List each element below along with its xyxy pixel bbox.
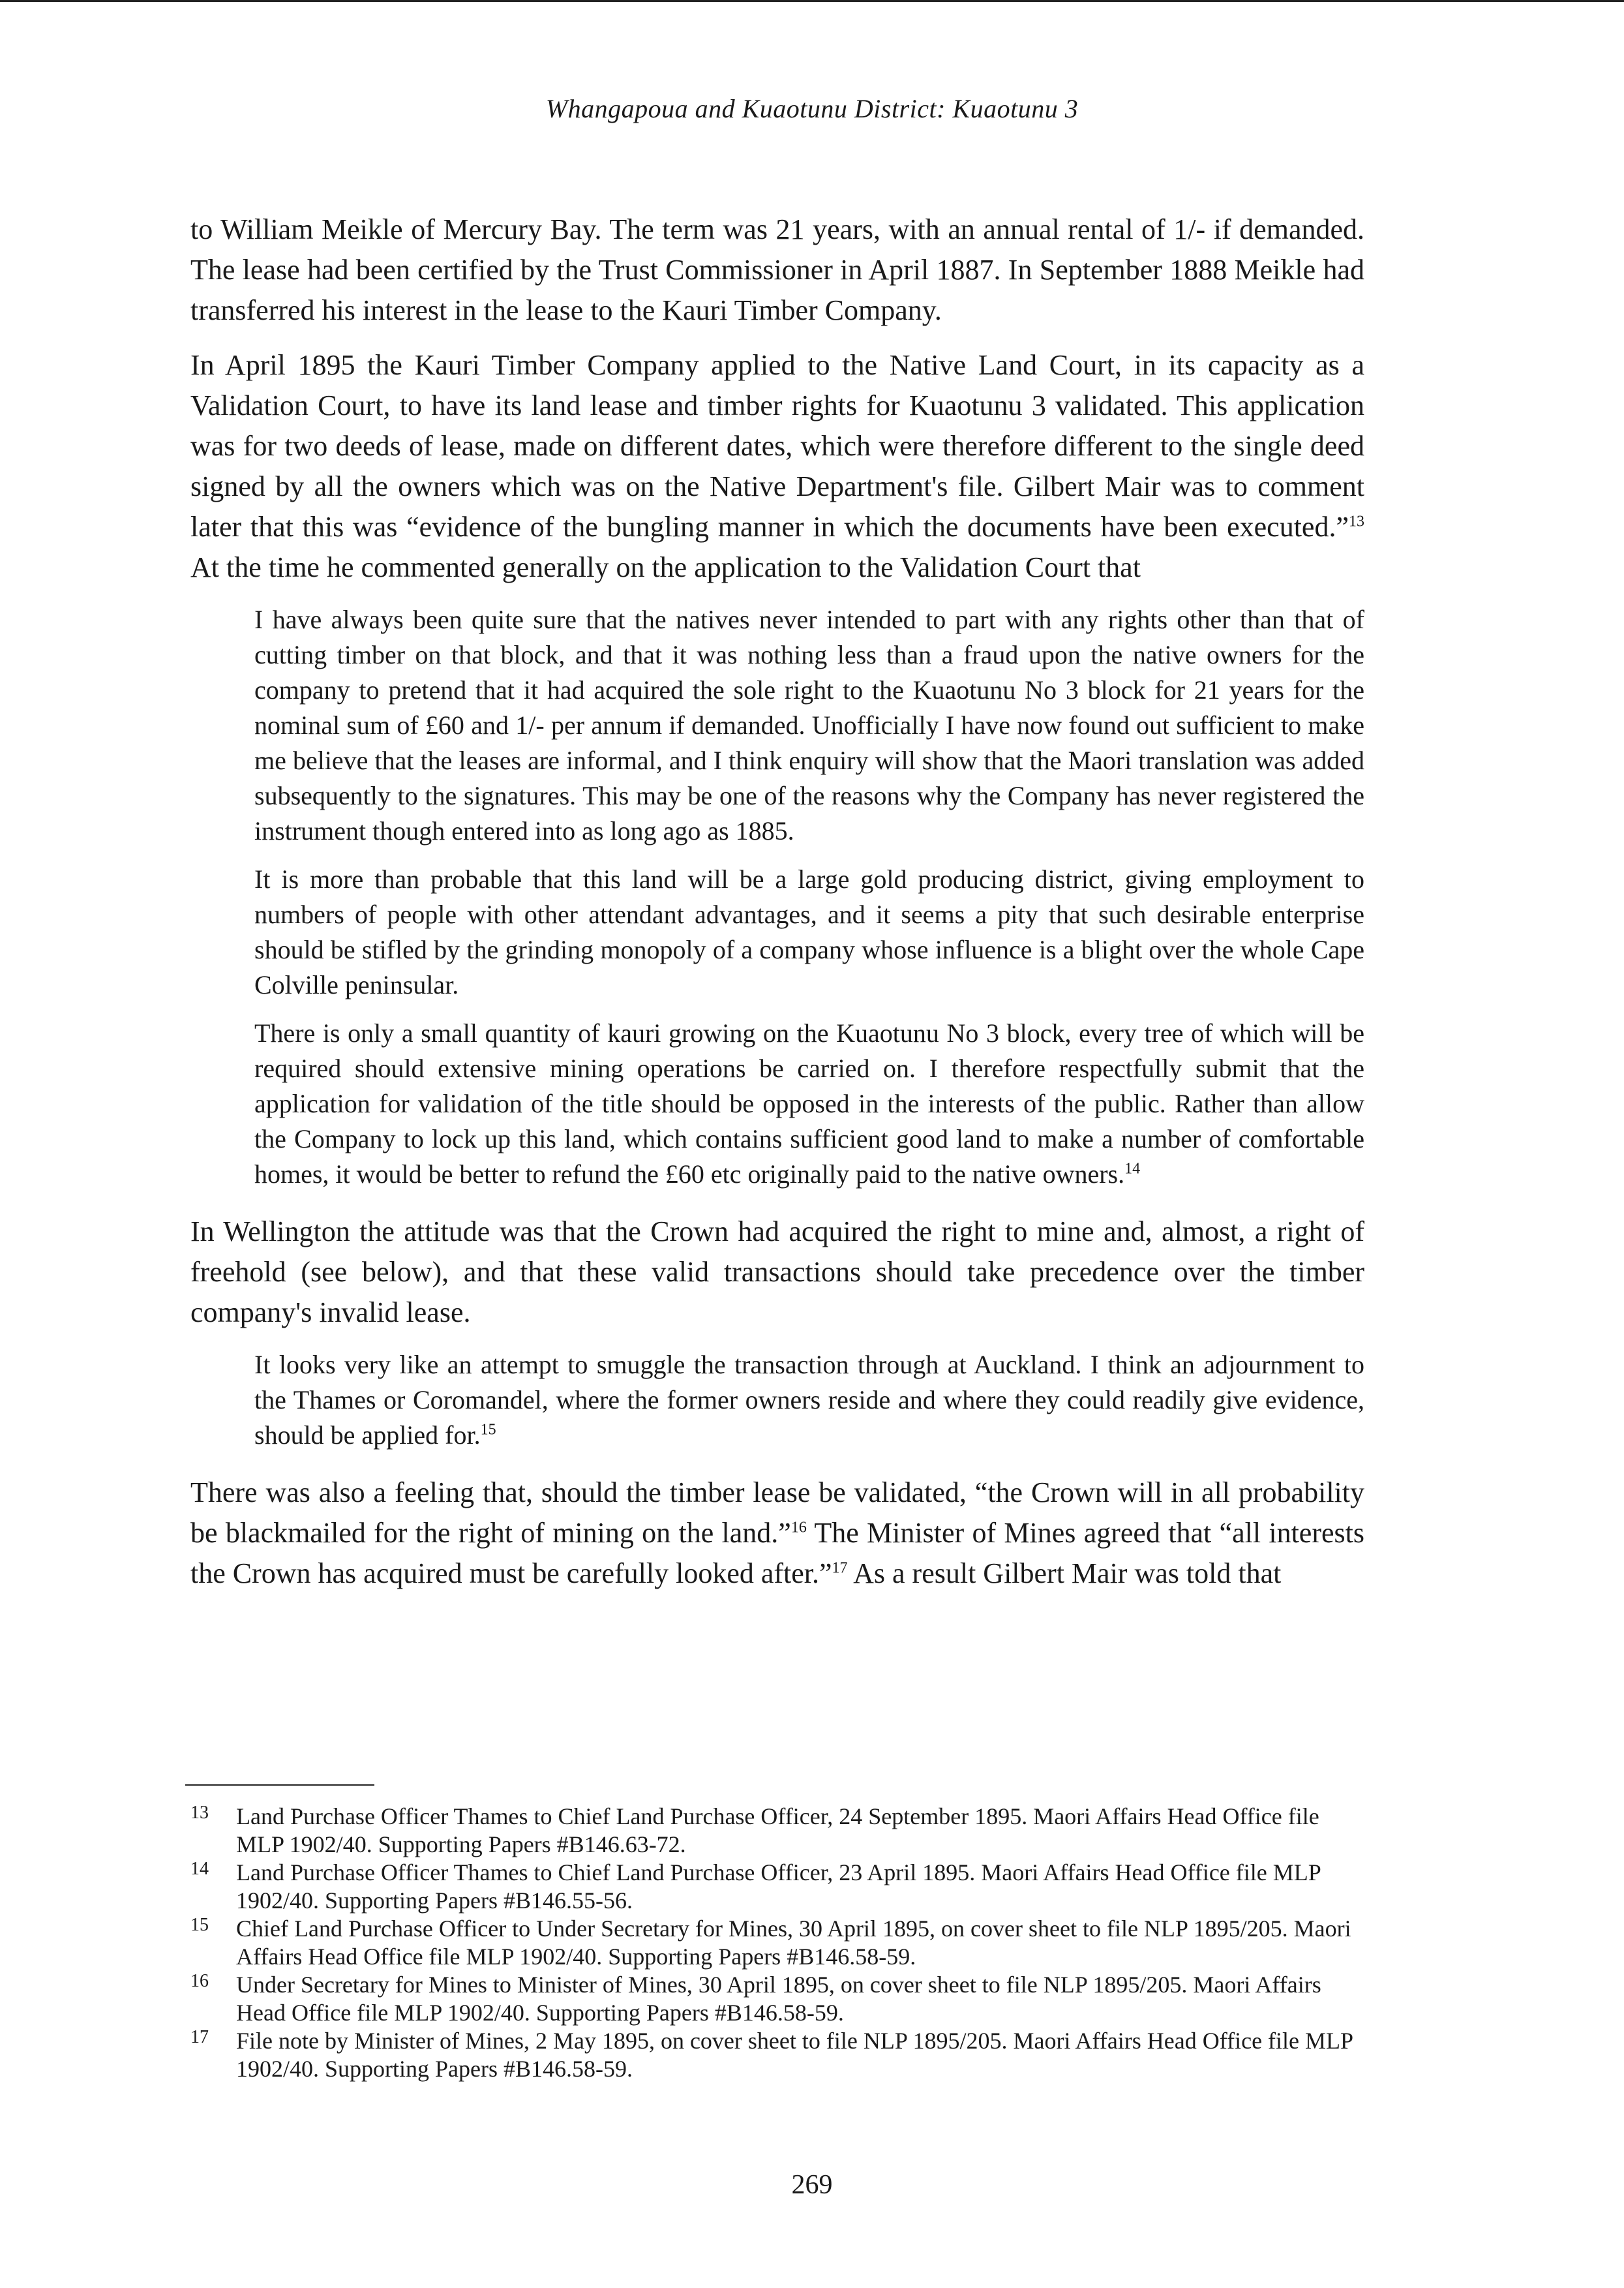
footnote-ref-14: 14	[1124, 1160, 1141, 1178]
quote-paragraph-1: I have always been quite sure that the natives never intended to part with any rights other than that of cutting timber on that block, and that it was nothing less than a fraud upon the native owners for the company to pretend that it had acquired the sole right to the Kuaotunu No 3 block for 21 years for the nominal sum of £60 and 1/- per annum if demanded. Unofficially I have now found out sufficient to make me believe that the leases are informal, and I think enquiry will show that the Maori translation was added subsequently to the signatures. This may be one of the reasons why the Company has never registered the instrument though entered into as long ago as 1885.	[254, 605, 1364, 846]
footnote-ref-15: 15	[480, 1421, 496, 1439]
running-head: Whangapoua and Kuaotunu District: Kuaotunu 3	[545, 94, 1079, 123]
block-quote-wellington	[190, 1347, 1364, 1453]
paragraph-3	[190, 1212, 1364, 1333]
quote-paragraph-2: It is more than probable that this land will be a large gold producing district, giving employment to numbers of people with other attendant advantages, and it seems a pity that such desirable enterprise should be stifled by the grinding monopoly of a company whose influence is a blight over the whole Cape Colville peninsular.	[254, 864, 1364, 999]
paragraph-4-text-a: There was also a feeling that, should the timber lease be validated, “the Crown will in all probability be blackmailed for the right of mining on the land.”	[190, 1476, 1364, 1549]
quote-paragraph-4	[254, 1347, 1364, 1453]
footnote-ref-13: 13	[1349, 513, 1364, 530]
footnote-number: 14	[190, 1859, 209, 1879]
footnote-text: Under Secretary for Mines to Minister of Mines, 30 April 1895, on cover sheet to file NLP 1895/205. Maori Affairs Head Office file MLP 1902/40. Supporting Papers #B146.58-59.	[236, 1972, 1321, 2026]
quote-paragraph-3	[254, 1016, 1364, 1192]
paragraph-4	[190, 1472, 1364, 1594]
paragraph-2	[190, 345, 1364, 588]
footnote-16	[190, 1971, 1364, 2027]
block-quote-mair	[190, 602, 1364, 1192]
footnote-number: 15	[190, 1915, 209, 1935]
body-text	[190, 209, 1364, 1608]
paragraph-2-tail: At the time he commented generally on the application to the Validation Court that	[190, 551, 1141, 583]
paragraph-1	[190, 209, 1364, 331]
footnote-text: File note by Minister of Mines, 2 May 1895, on cover sheet to file NLP 1895/205. Maori Affairs Head Office file MLP 1902/40. Supporting Papers #B146.58-59.	[236, 2028, 1353, 2082]
footnote-15	[190, 1915, 1364, 1971]
footnote-ref-16: 16	[790, 1519, 807, 1536]
footnote-number: 17	[190, 2027, 209, 2047]
quote-paragraph-4-text: It looks very like an attempt to smuggle the transaction through at Auckland. I think an adjournment to the Thames or Coromandel, where the former owners reside and where they could readily give evidence, should be applied for.	[254, 1350, 1364, 1450]
footnote-text: Land Purchase Officer Thames to Chief Land Purchase Officer, 24 September 1895. Maori Affairs Head Office file MLP 1902/40. Supporting Papers #B146.63-72.	[236, 1803, 1319, 1857]
paragraph-3-text: In Wellington the attitude was that the Crown had acquired the right to mine and, almost, a right of freehold (see below), and that these valid transactions should take precedence over the timber company's invalid lease.	[190, 1215, 1364, 1328]
paragraph-4-text-c: As a result Gilbert Mair was told that	[847, 1557, 1282, 1589]
paragraph-2-text: In April 1895 the Kauri Timber Company applied to the Native Land Court, in its capacity as a Validation Court, to have its land lease and timber rights for Kuaotunu 3 validated. This application was for two deeds of lease, made on different dates, which were therefore different to the single deed signed by all the owners which was on the Native Department's file. Gilbert Mair was to comment later that this was “evidence of the bungling manner in which the documents have been executed.”	[190, 349, 1364, 543]
footnote-14	[190, 1859, 1364, 1915]
footnote-number: 16	[190, 1971, 209, 1991]
footnote-number: 13	[190, 1803, 209, 1823]
paragraph-4-text-b: The Minister of Mines agreed that “all interests the Crown has acquired must be carefully looked after.”	[190, 1517, 1364, 1589]
footnote-separator	[185, 1784, 374, 1786]
footnote-text: Chief Land Purchase Officer to Under Secretary for Mines, 30 April 1895, on cover sheet to file NLP 1895/205. Maori Affairs Head Office file MLP 1902/40. Supporting Papers #B146.58-59.	[236, 1915, 1351, 1970]
footnotes	[190, 1803, 1364, 2083]
page-number: 269	[791, 2170, 833, 2200]
footnote-13	[190, 1803, 1364, 1859]
footnote-17	[190, 2027, 1364, 2083]
footnote-ref-17: 17	[832, 1559, 848, 1577]
footnote-text: Land Purchase Officer Thames to Chief Land Purchase Officer, 23 April 1895. Maori Affairs Head Office file MLP 1902/40. Supporting Papers #B146.55-56.	[236, 1859, 1321, 1914]
paragraph-1-text: to William Meikle of Mercury Bay. The term was 21 years, with an annual rental of 1/- if demanded. The lease had been certified by the Trust Commissioner in April 1887. In September 1888 Meikle had transferred his interest in the lease to the Kauri Timber Company.	[190, 213, 1364, 326]
quote-paragraph-3-text: There is only a small quantity of kauri growing on the Kuaotunu No 3 block, every tree of which will be required should extensive mining operations be carried on. I therefore respectfully submit that the application for validation of the title should be opposed in the interests of the public. Rather than allow the Company to lock up this land, which contains sufficient good land to make a number of comfortable homes, it would be better to refund the £60 etc originally paid to the native owners.	[254, 1018, 1364, 1189]
